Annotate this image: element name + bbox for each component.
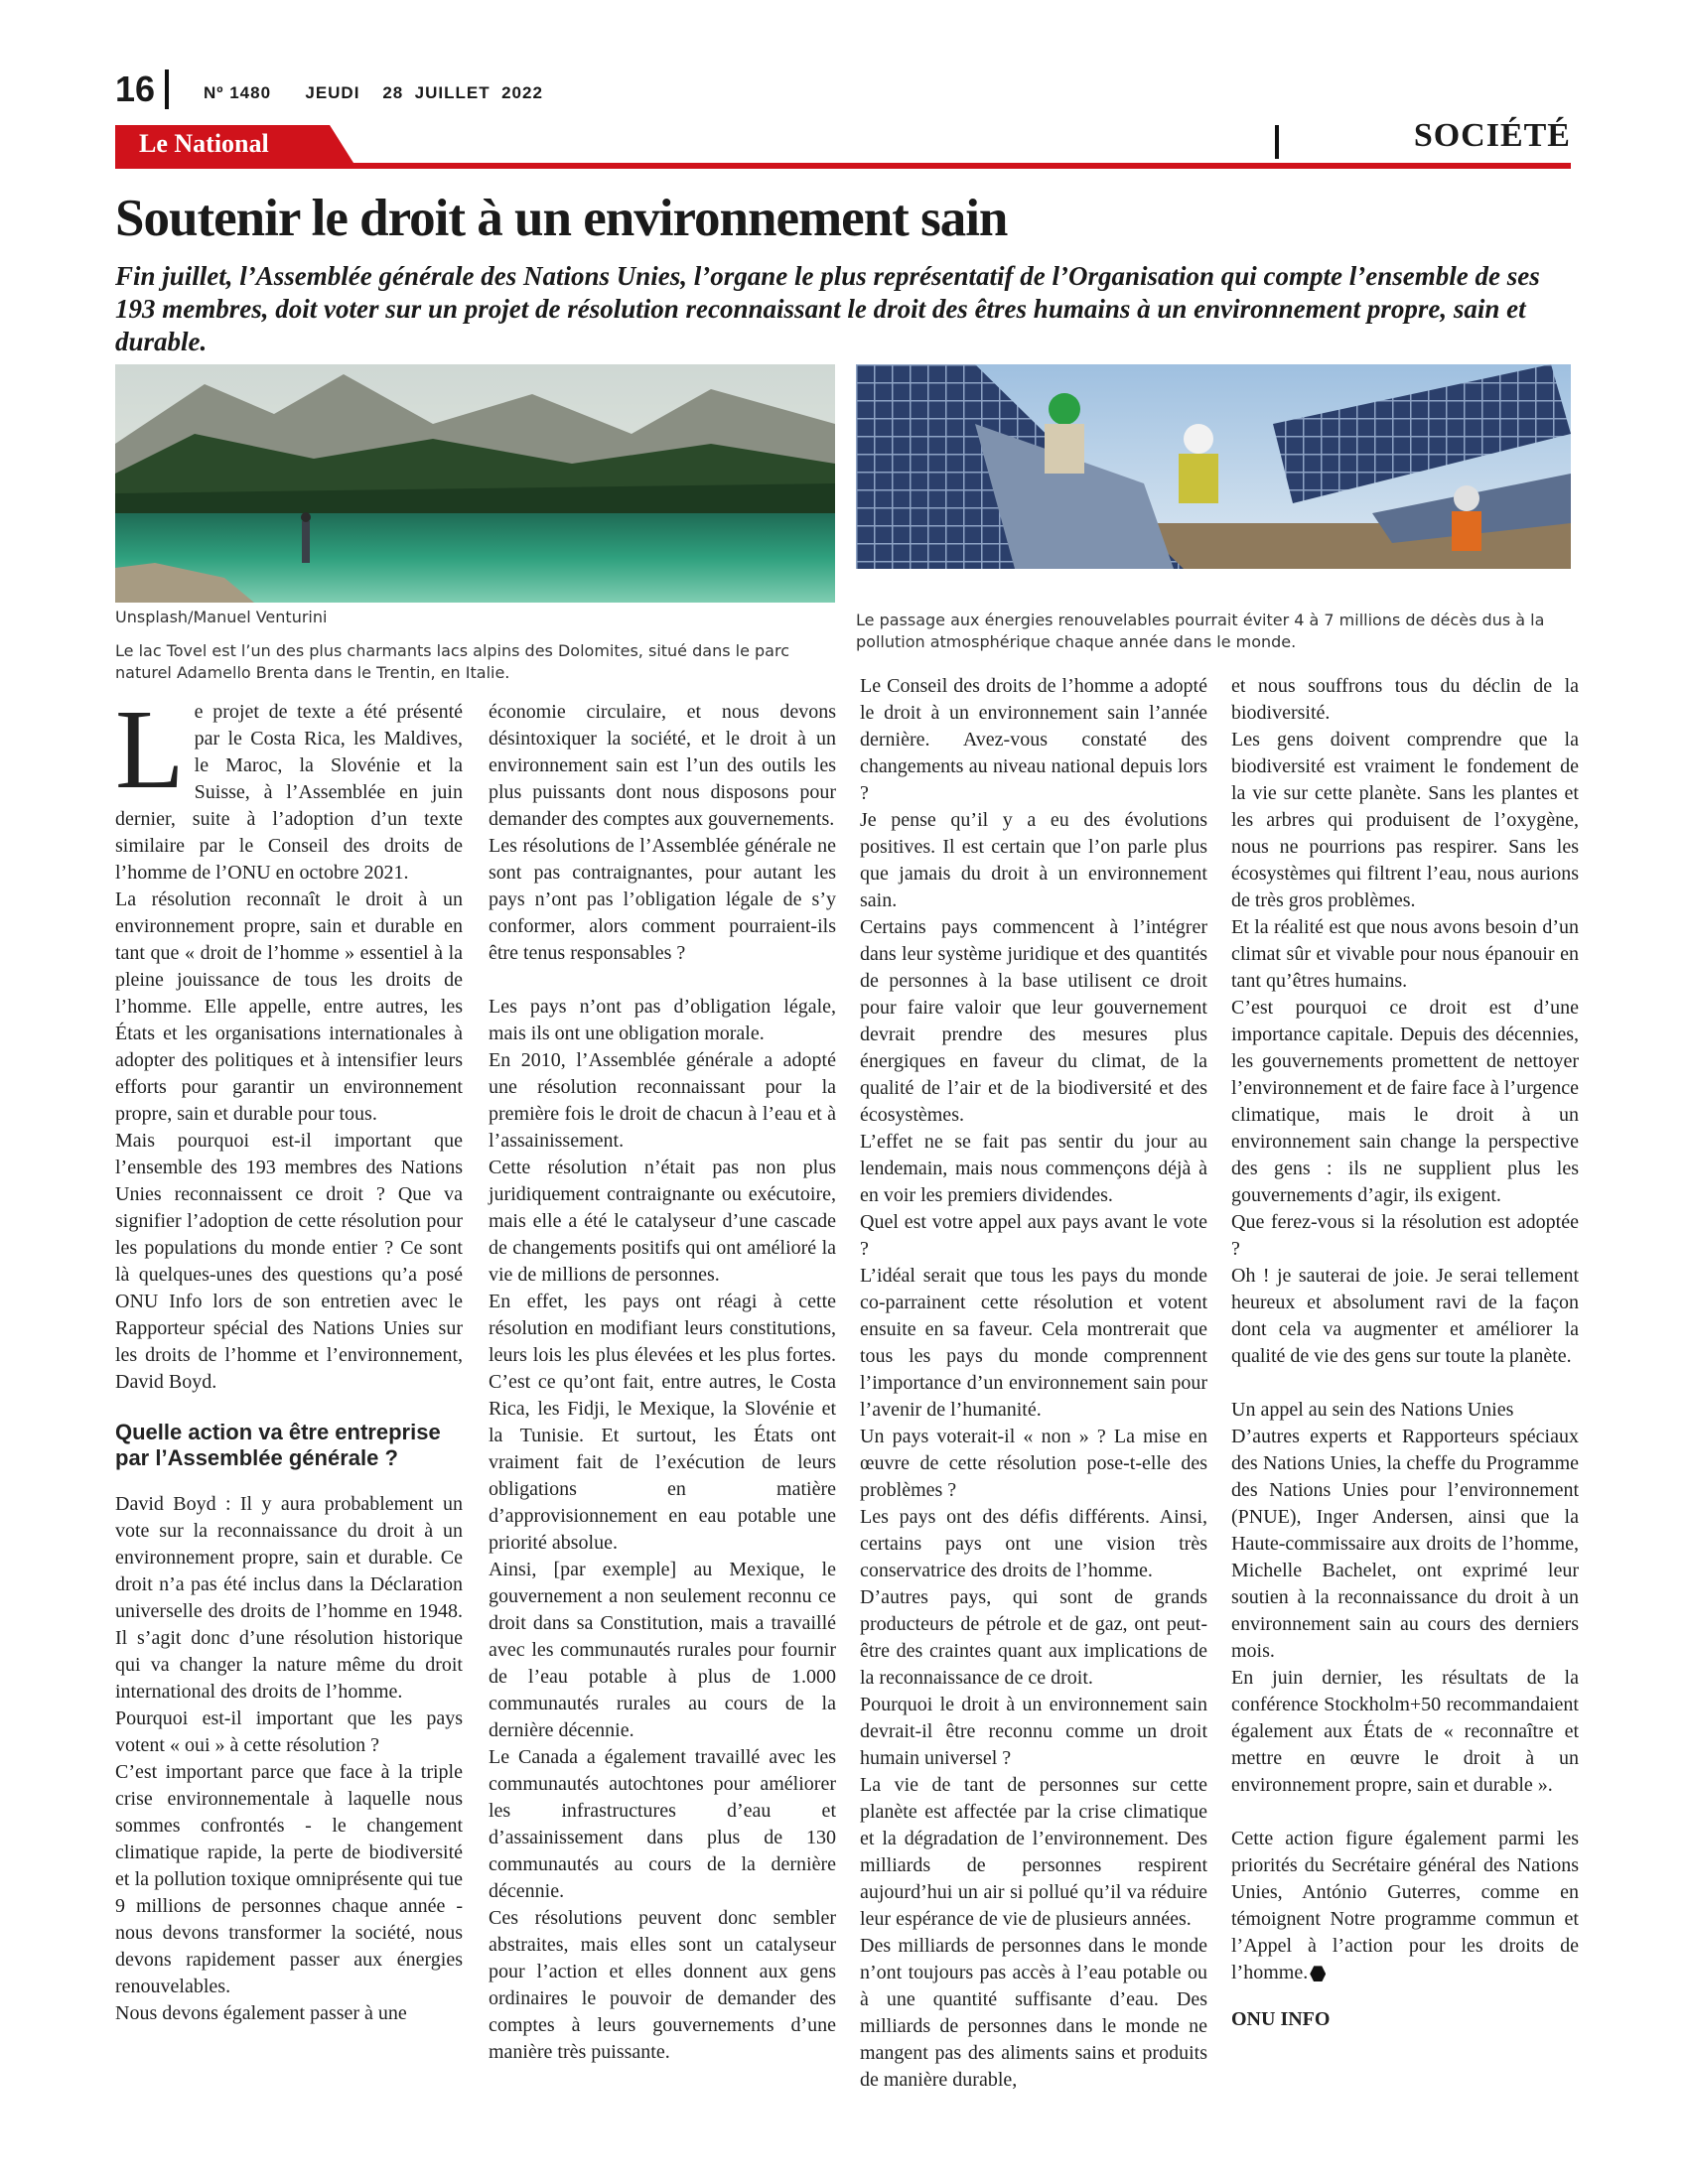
article-paragraph: et nous souffrons tous du déclin de la biodiversité.	[1231, 675, 1579, 724]
newspaper-brand: Le National	[139, 129, 269, 158]
article-paragraph: Cette résolution n’était pas non plus juridiquement contraignante ou exécutoire, mais elle a été le catalyseur d’une cascade de changements positifs qui ont amélioré la vie de millions de personnes.	[489, 1157, 836, 1286]
header-rule	[115, 163, 1571, 169]
article-column-3	[860, 673, 1207, 2094]
end-of-article-icon	[1310, 1966, 1326, 1981]
section-title: SOCIÉTÉ	[1413, 117, 1571, 154]
article-paragraph: L’idéal serait que tous les pays du monde co-parrainent cette résolution et votent ensuite en sa faveur. Cela montrerait que tous les pays du monde comprennent l’importance d’un environnement sain pour l’avenir de l’humanité.	[860, 1265, 1207, 1421]
article-paragraph	[1231, 1826, 1579, 1986]
article-paragraph: L’effet ne se fait pas sentir du jour au lendemain, mais nous commençons déjà à en voir les premiers dividendes.	[860, 1131, 1207, 1206]
article-signature: ONU INFO	[1231, 2008, 1331, 2030]
article-paragraph: D’autres experts et Rapporteurs spéciaux des Nations Unies, la cheffe du Programme des Nations Unies pour l’environnement (PNUE), Inger Andersen, ainsi que la Haute-commissaire aux droits de l’homme, Michelle Bachelet, ont exprimé leur soutien à la reconnaissance du droit à un environnement sain au cours des derniers mois.	[1231, 1426, 1579, 1662]
article-column-1	[115, 686, 463, 2027]
article-paragraph: Mais pourquoi est-il important que l’ensemble des 193 membres des Nations Unies reconnaissent ce droit ? Que va signifier l’adoption de cette résolution pour les populations du monde entier ? Ce sont là quelques-unes des questions qu’a posé ONU Info lors de son entretien avec le Rapporteur spécial des Nations Unies sur les droits de l’homme et l’environnement, David Boyd.	[115, 1130, 463, 1393]
paragraph-text: e projet de texte a été présenté par le Costa Rica, les Maldives, le Maroc, la Slovénie et la Suisse, à l’Assemblée en juin dernier, suite à l’adoption d’un texte similaire par le Conseil des droits de l’homme de l’ONU en octobre 2021.	[115, 701, 463, 884]
article-paragraph: David Boyd : Il y aura probablement un vote sur la reconnaissance du droit à un environnement propre, sain et durable. Ce droit n’a pas été inclus dans la Déclaration universelle des droits de l’homme en 1948. Il s’agit donc d’une résolution historique qui va changer la nature même du droit international des droits de l’homme.	[115, 1493, 463, 1703]
solar-photo-caption: Le passage aux énergies renouvelables pourrait éviter 4 à 7 millions de décès dus à la pollution atmosphérique chaque année dans le monde.	[856, 611, 1545, 651]
drop-cap: L	[115, 686, 185, 812]
page-number: 16	[115, 68, 156, 109]
lake-photo	[115, 364, 835, 603]
paragraph-gap	[489, 967, 836, 994]
article-paragraph: économie circulaire, et nous devons désintoxiquer la société, et le droit à un environnement sain est l’un des outils les plus puissants dont nous disposons pour demander des comptes aux gouvernements.	[489, 701, 836, 830]
article-subheading: Quelle action va être entreprise par l’Assemblée générale ?	[115, 1420, 441, 1470]
folio-divider	[165, 69, 169, 109]
article-paragraph: Des milliards de personnes dans le monde n’ont toujours pas accès à l’eau potable ou à une quantité suffisante d’eau. Des milliards de personnes dans le monde ne mangent pas des aliments sains et produits de manière durable,	[860, 1935, 1207, 2091]
article-paragraph: Je pense qu’il y a eu des évolutions positives. Il est certain que l’on parle plus que jamais du droit à un environnement sain.	[860, 809, 1207, 911]
issue-date-line: Nº 1480 JEUDI 28 JUILLET 2022	[204, 83, 543, 102]
paragraph-gap	[1231, 1370, 1579, 1397]
section-divider	[1275, 125, 1279, 159]
paragraph-text: Cette action figure également parmi les priorités du Secrétaire général des Nations Unies, António Guterres, comme en témoignent Notre programme commun et l’Appel à l’action pour les droits de l’homme.	[1231, 1828, 1579, 1983]
interview-question: Un pays voterait-il « non » ? La mise en œuvre de cette résolution pose-t-elle des problèmes ?	[860, 1426, 1207, 1501]
solar-panels-photo	[856, 364, 1571, 569]
article-paragraph: Ainsi, [par exemple] au Mexique, le gouvernement a non seulement reconnu ce droit dans sa Constitution, mais a travaillé avec les communautés rurales pour fournir de l’eau potable à plus de 1.000 communautés rurales au cours de la dernière décennie.	[489, 1559, 836, 1741]
article-column-2	[489, 699, 836, 2066]
article-column-4	[1231, 673, 1579, 2033]
interview-question: Pourquoi est-il important que les pays votent « oui » à cette résolution ?	[115, 1707, 463, 1756]
article-paragraph: Ces résolutions peuvent donc sembler abstraites, mais elles sont un catalyseur pour l’action et elles donnent aux gens ordinaires le pouvoir de demander des comptes à leurs gouvernements d’une manière très puissante.	[489, 1907, 836, 2063]
article-paragraph: Certains pays commencent à l’intégrer dans leur système juridique et des quantités de personnes à la base utilisent ce droit pour faire valoir que leur gouvernement devrait prendre des mesures plus énergiques en faveur du climat, de la qualité de l’air et de la biodiversité et des écosystèmes.	[860, 916, 1207, 1126]
section-heading: Un appel au sein des Nations Unies	[1231, 1399, 1514, 1421]
article-paragraph: C’est pourquoi ce droit est d’une importance capitale. Depuis des décennies, les gouvernements promettent de nettoyer l’environnement et de faire face à l’urgence climatique, mais le droit à un environnement sain change la perspective des gens : ils ne supplient plus les gouvernements d’agir, ils exigent.	[1231, 997, 1579, 1206]
article-paragraph: En 2010, l’Assemblée générale a adopté une résolution reconnaissant pour la première fois le droit de chacun à l’eau et à l’assainissement.	[489, 1049, 836, 1152]
paragraph-gap	[1231, 1799, 1579, 1826]
interview-question: Quel est votre appel aux pays avant le vote ?	[860, 1211, 1207, 1260]
article-paragraph: Les pays ont des défis différents. Ainsi, certains pays ont une vision très conservatrice des droits de l’homme.	[860, 1506, 1207, 1581]
article-paragraph: En juin dernier, les résultats de la conférence Stockholm+50 recommandaient également aux États de « reconnaître et mettre en œuvre le droit à un environnement propre, sain et durable ».	[1231, 1667, 1579, 1796]
interview-question: Pourquoi le droit à un environnement sain devrait-il être reconnu comme un droit humain universel ?	[860, 1694, 1207, 1769]
article-paragraph	[115, 686, 463, 887]
article-paragraph: D’autres pays, qui sont de grands producteurs de pétrole et de gaz, ont peut-être des craintes quant aux implications de la reconnaissance de ce droit.	[860, 1586, 1207, 1689]
article-lead: Fin juillet, l’Assemblée générale des Nations Unies, l’organe le plus représentatif de l’Organisation qui compte l’ensemble de ses 193 membres, doit voter sur un projet de résolution reconnaissant le droit des êtres humains à un environnement propre, sain et durable.	[115, 261, 1540, 356]
lake-photo-caption: Le lac Tovel est l’un des plus charmants lacs alpins des Dolomites, situé dans le parc naturel Adamello Brenta dans le Trentin, en Italie.	[115, 641, 789, 682]
article-paragraph: Les pays n’ont pas d’obligation légale, mais ils ont une obligation morale.	[489, 996, 836, 1044]
interview-question: Le Conseil des droits de l’homme a adopté le droit à un environnement sain l’année dernière. Avez-vous constaté des changements au niveau national depuis lors ?	[860, 675, 1207, 804]
interview-question: Les résolutions de l’Assemblée générale ne sont pas contraignantes, pour autant les pays n’ont pas l’obligation légale de s’y conformer, alors comment pourraient-ils être tenus responsables ?	[489, 835, 836, 964]
article-paragraph: Le Canada a également travaillé avec les communautés autochtones pour améliorer les infrastructures d’eau et d’assainissement dans plus de 130 communautés au cours de la dernière décennie.	[489, 1746, 836, 1902]
article-paragraph: Et la réalité est que nous avons besoin d’un climat sûr et vivable pour nous épanouir en tant qu’êtres humains.	[1231, 916, 1579, 992]
article-paragraph: Nous devons également passer à une	[115, 2002, 407, 2024]
interview-question: Que ferez-vous si la résolution est adoptée ?	[1231, 1211, 1579, 1260]
article-paragraph: Oh ! je sauterai de joie. Je serai tellement heureux et absolument ravi de la façon dont cela va augmenter et améliorer la qualité de vie des gens sur toute la planète.	[1231, 1265, 1579, 1367]
lake-photo-credit: Unsplash/Manuel Venturini	[115, 608, 328, 626]
article-title: Soutenir le droit à un environnement sain	[115, 190, 1008, 247]
article-paragraph: La vie de tant de personnes sur cette planète est affectée par la crise climatique et la dégradation de l’environnement. Des milliards de personnes respirent aujourd’hui un air si pollué qu’il va réduire leur espérance de vie de plusieurs années.	[860, 1774, 1207, 1930]
article-paragraph: La résolution reconnaît le droit à un environnement propre, sain et durable en tant que « droit de l’homme » essentiel à la pleine jouissance de tous les droits de l’homme. Elle appelle, entre autres, les États et les organisations internationales à adopter des politiques et à intensifier leurs efforts pour garantir un environnement propre, sain et durable pour tous.	[115, 888, 463, 1125]
article-paragraph: C’est important parce que face à la triple crise environnementale à laquelle nous sommes confrontés - le changement climatique rapide, la perte de biodiversité et la pollution toxique omniprésente qui tue 9 millions de personnes chaque année - nous devons transformer la société, nous devons rapidement passer aux énergies renouvelables.	[115, 1761, 463, 1997]
article-paragraph: En effet, les pays ont réagi à cette résolution en modifiant leurs constitutions, leurs lois les plus élevées et les plus fortes. C’est ce qu’ont fait, entre autres, le Costa Rica, les Fidji, le Mexique, la Slovénie et la Tunisie. Et surtout, les États ont vraiment fait de l’exécution de leurs obligations en matière d’approvisionnement en eau potable une priorité absolue.	[489, 1291, 836, 1554]
article-paragraph: Les gens doivent comprendre que la biodiversité est vraiment le fondement de la vie sur cette planète. Sans les plantes et les arbres qui produisent de l’oxygène, nous ne pourrions pas respirer. Sans les écosystèmes qui filtrent l’eau, nous aurions de très gros problèmes.	[1231, 729, 1579, 911]
